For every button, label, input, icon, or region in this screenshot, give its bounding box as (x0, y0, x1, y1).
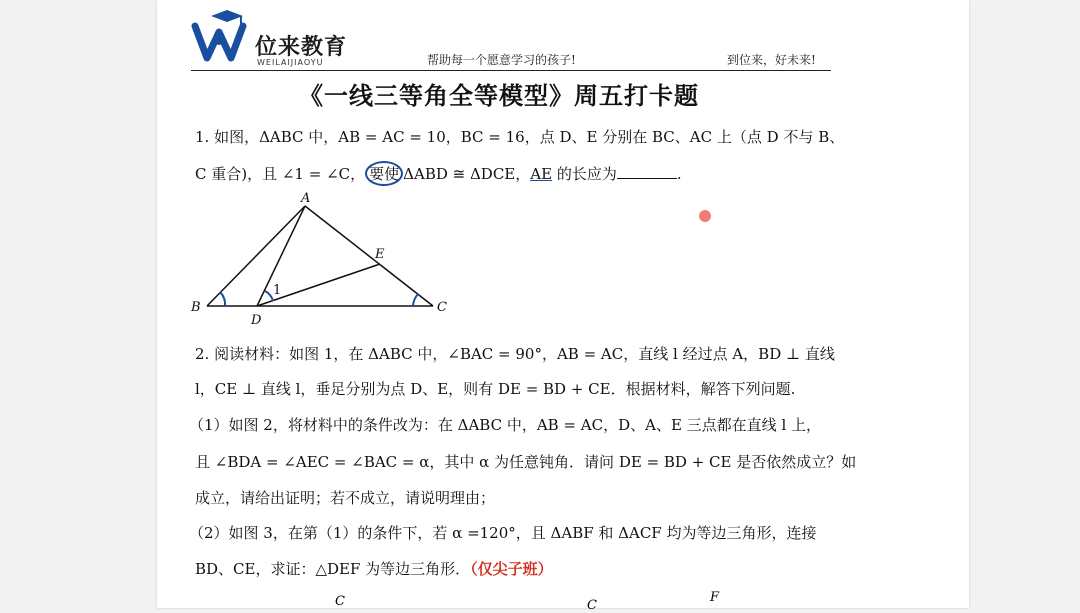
top-class-note: （仅尖子班） (470, 560, 553, 578)
answer-blank (617, 166, 677, 179)
circled-word: 要使 (365, 161, 403, 186)
label-A: A (301, 191, 311, 206)
q2-line-3: （1）如图 2，将材料中的条件改为：在 ΔABC 中，AB = AC，D、A、E 三点都在直线 l 上， (189, 416, 822, 434)
figure-1-triangle (185, 188, 445, 328)
q1-line-1: 1. 如图，ΔABC 中，AB = AC = 10，BC = 16，点 D、E 分别在 BC、AC 上（点 D 不与 B、 (195, 128, 845, 146)
q2-line-5: 成立，请给出证明；若不成立，请说明理由； (195, 489, 496, 507)
header-slogan-center: 帮助每一个愿意学习的孩子! (427, 53, 576, 67)
q2-line-2: l，CE ⊥ 直线 l，垂足分别为点 D、E，则有 DE = BD + CE．根据材料，解答下列问题. (195, 380, 796, 398)
q2-line-1: 2. 阅读材料：如图 1，在 ΔABC 中，∠BAC = 90°，AB = AC，直线 l 经过点 A，BD ⊥ 直线 (195, 345, 835, 363)
q1-line-2: C 重合)，且 ∠1 = ∠C， 要使 ΔABD ≅ ΔDCE，AE 的长应为 . (195, 161, 682, 186)
header-rule (191, 70, 831, 71)
pointer-dot (699, 210, 711, 222)
page-title: 《一线三等角全等模型》周五打卡题 (299, 82, 699, 110)
fig-label-bottom-middle: C (587, 598, 597, 613)
q2-line-7: BD、CE，求证：△DEF 为等边三角形．（仅尖子班） (195, 560, 553, 578)
label-C: C (437, 300, 447, 315)
label-angle-1: 1 (273, 283, 282, 298)
brand-subtitle: WEILAIJIAOYU (257, 58, 324, 67)
fig-label-bottom-left: C (335, 594, 345, 609)
header-slogan-right: 到位来，好未来! (727, 53, 816, 67)
label-E: E (375, 247, 385, 262)
underlined-term: AE (530, 165, 553, 183)
document-page (157, 0, 969, 613)
q2-line-4: 且 ∠BDA = ∠AEC = ∠BAC = α，其中 α 为任意钝角．请问 DE = BD + CE 是否依然成立？如 (195, 453, 857, 471)
brand-name: 位来教育 (255, 35, 348, 60)
label-B: B (191, 300, 201, 315)
label-D: D (251, 313, 262, 328)
fig-label-bottom-right: F (710, 590, 720, 605)
logo-icon (191, 10, 255, 62)
q2-line-6: （2）如图 3，在第（1）的条件下，若 α =120°，且 ΔABF 和 ΔACF 均为等边三角形，连接 (189, 524, 817, 542)
